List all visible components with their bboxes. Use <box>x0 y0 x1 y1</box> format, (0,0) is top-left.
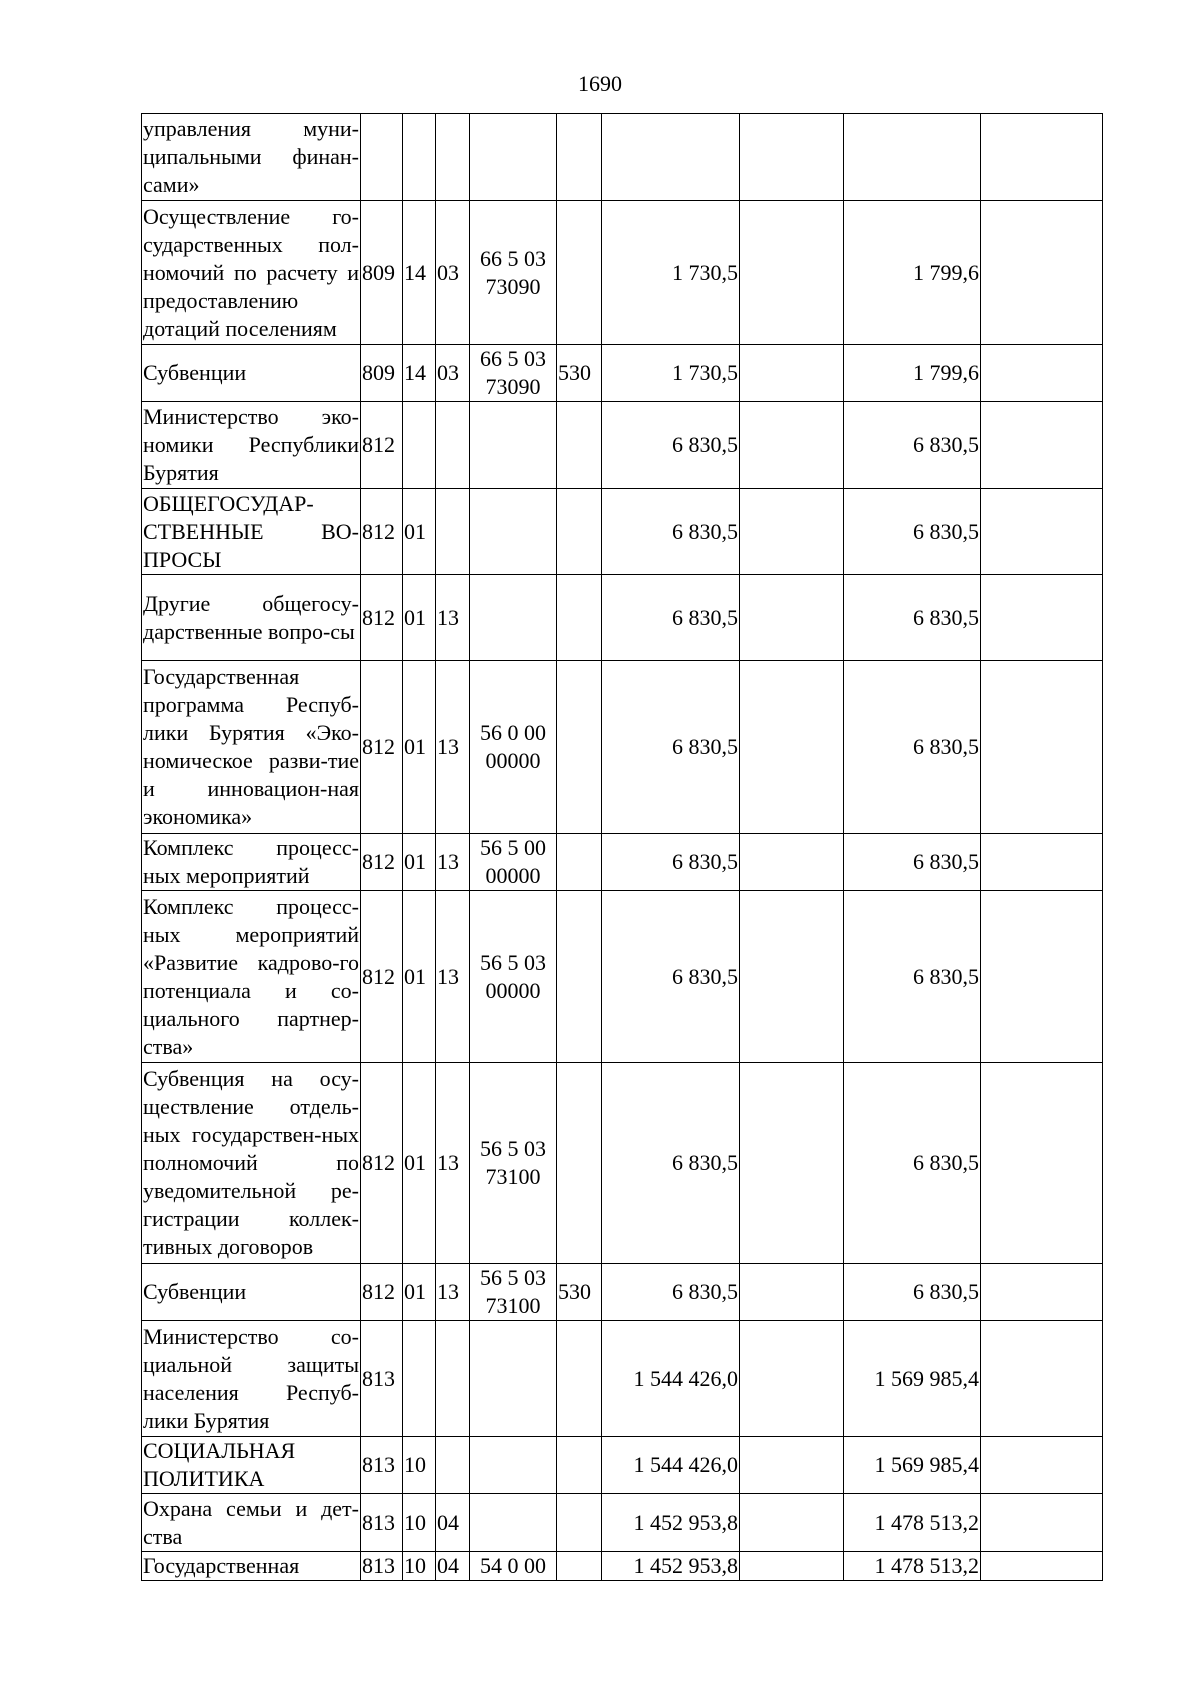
amount-empty-2 <box>981 489 1103 575</box>
section-code: 14 <box>403 345 436 402</box>
row-name: управления муни-ципальными финан-сами» <box>142 114 361 201</box>
subsection-code: 13 <box>436 834 470 891</box>
subsection-code: 13 <box>436 661 470 834</box>
amount-year-2: 6 830,5 <box>844 1264 981 1321</box>
amount-empty-2 <box>981 661 1103 834</box>
section-code: 01 <box>403 891 436 1063</box>
budget-table <box>141 113 1103 1581</box>
grbs-code: 813 <box>361 1494 403 1552</box>
expense-type-code <box>557 402 602 489</box>
subsection-code <box>436 402 470 489</box>
amount-year-1: 6 830,5 <box>602 402 740 489</box>
row-name: Охрана семьи и дет-ства <box>142 1494 361 1552</box>
amount-year-2: 6 830,5 <box>844 1063 981 1264</box>
amount-year-1: 1 730,5 <box>602 345 740 402</box>
section-code: 10 <box>403 1437 436 1494</box>
amount-year-2: 1 569 985,4 <box>844 1321 981 1437</box>
amount-empty-1 <box>740 1494 844 1552</box>
subsection-code <box>436 1321 470 1437</box>
amount-empty-1 <box>740 489 844 575</box>
target-article-code: 66 5 03 73090 <box>470 201 557 345</box>
table-row <box>142 201 1103 345</box>
amount-year-1: 1 452 953,8 <box>602 1552 740 1581</box>
table-row <box>142 1437 1103 1494</box>
target-article-code: 56 5 03 73100 <box>470 1264 557 1321</box>
grbs-code: 812 <box>361 575 403 661</box>
expense-type-code: 530 <box>557 1264 602 1321</box>
amount-empty-2 <box>981 1063 1103 1264</box>
amount-empty-2 <box>981 201 1103 345</box>
grbs-code: 809 <box>361 201 403 345</box>
expense-type-code <box>557 489 602 575</box>
expense-type-code <box>557 1437 602 1494</box>
row-name: Комплекс процесс-ных мероприятий «Развитие кадрово-го потенциала и со-циального партнер-ства» <box>142 891 361 1063</box>
amount-year-1: 6 830,5 <box>602 1264 740 1321</box>
amount-empty-1 <box>740 834 844 891</box>
amount-year-2 <box>844 114 981 201</box>
amount-year-2: 6 830,5 <box>844 834 981 891</box>
grbs-code <box>361 114 403 201</box>
row-name: Субвенция на осу-ществление отдель-ных государствен-ных полномочий по уведомительной ре-гистрации коллек-тивных договоров <box>142 1063 361 1264</box>
section-code <box>403 402 436 489</box>
table-row <box>142 1264 1103 1321</box>
section-code: 01 <box>403 1063 436 1264</box>
row-name: Министерство со-циальной защиты населения Респуб-лики Бурятия <box>142 1321 361 1437</box>
table-row <box>142 1552 1103 1581</box>
subsection-code: 13 <box>436 575 470 661</box>
target-article-code <box>470 402 557 489</box>
section-code: 01 <box>403 489 436 575</box>
table-row <box>142 575 1103 661</box>
subsection-code <box>436 114 470 201</box>
amount-year-1: 6 830,5 <box>602 891 740 1063</box>
grbs-code: 812 <box>361 891 403 1063</box>
table-row <box>142 1063 1103 1264</box>
subsection-code: 13 <box>436 1264 470 1321</box>
amount-empty-2 <box>981 1437 1103 1494</box>
amount-year-2: 6 830,5 <box>844 402 981 489</box>
row-name: Государственная программа Респуб-лики Бурятия «Эко-номическое разви-тие и инновацион-ная экономика» <box>142 661 361 834</box>
table-row <box>142 1494 1103 1552</box>
table-row <box>142 402 1103 489</box>
row-name: Осуществление го-сударственных пол-номочий по расчету и предоставлению дотаций поселениям <box>142 201 361 345</box>
amount-year-2: 1 799,6 <box>844 345 981 402</box>
expense-type-code <box>557 834 602 891</box>
expense-type-code <box>557 1063 602 1264</box>
amount-year-1: 1 544 426,0 <box>602 1437 740 1494</box>
target-article-code: 66 5 03 73090 <box>470 345 557 402</box>
amount-empty-1 <box>740 201 844 345</box>
section-code: 01 <box>403 575 436 661</box>
amount-year-1: 6 830,5 <box>602 834 740 891</box>
subsection-code: 04 <box>436 1494 470 1552</box>
amount-empty-1 <box>740 1321 844 1437</box>
section-code <box>403 1321 436 1437</box>
target-article-code: 56 5 03 00000 <box>470 891 557 1063</box>
section-code <box>403 114 436 201</box>
table-row <box>142 114 1103 201</box>
target-article-code <box>470 489 557 575</box>
table-body <box>142 114 1103 1581</box>
amount-year-1: 6 830,5 <box>602 661 740 834</box>
grbs-code: 809 <box>361 345 403 402</box>
target-article-code <box>470 1321 557 1437</box>
section-code: 01 <box>403 661 436 834</box>
row-name: Министерство эко-номики Республики Бурятия <box>142 402 361 489</box>
target-article-code: 56 5 00 00000 <box>470 834 557 891</box>
expense-type-code <box>557 1494 602 1552</box>
amount-empty-1 <box>740 1552 844 1581</box>
subsection-code <box>436 489 470 575</box>
row-name: Субвенции <box>142 345 361 402</box>
amount-empty-2 <box>981 575 1103 661</box>
row-name: Государственная <box>142 1552 361 1581</box>
amount-empty-1 <box>740 891 844 1063</box>
expense-type-code: 530 <box>557 345 602 402</box>
amount-empty-2 <box>981 891 1103 1063</box>
table-row <box>142 661 1103 834</box>
amount-empty-2 <box>981 834 1103 891</box>
expense-type-code <box>557 114 602 201</box>
amount-year-1 <box>602 114 740 201</box>
row-name: СОЦИАЛЬНАЯ ПОЛИТИКА <box>142 1437 361 1494</box>
section-code: 10 <box>403 1552 436 1581</box>
amount-year-1: 6 830,5 <box>602 1063 740 1264</box>
subsection-code: 13 <box>436 891 470 1063</box>
page-number: 1690 <box>578 71 622 96</box>
amount-empty-1 <box>740 402 844 489</box>
section-code: 01 <box>403 1264 436 1321</box>
amount-empty-2 <box>981 1552 1103 1581</box>
amount-empty-1 <box>740 575 844 661</box>
section-code: 01 <box>403 834 436 891</box>
amount-year-2: 6 830,5 <box>844 891 981 1063</box>
amount-year-1: 6 830,5 <box>602 575 740 661</box>
amount-year-1: 1 452 953,8 <box>602 1494 740 1552</box>
amount-year-1: 1 730,5 <box>602 201 740 345</box>
grbs-code: 813 <box>361 1437 403 1494</box>
amount-year-2: 6 830,5 <box>844 489 981 575</box>
target-article-code <box>470 1437 557 1494</box>
amount-year-2: 1 569 985,4 <box>844 1437 981 1494</box>
amount-empty-1 <box>740 1063 844 1264</box>
subsection-code: 13 <box>436 1063 470 1264</box>
grbs-code: 813 <box>361 1321 403 1437</box>
amount-empty-2 <box>981 114 1103 201</box>
row-name: Другие общегосу-дарственные вопро-сы <box>142 575 361 661</box>
target-article-code <box>470 575 557 661</box>
grbs-code: 812 <box>361 402 403 489</box>
subsection-code: 04 <box>436 1552 470 1581</box>
table-row <box>142 345 1103 402</box>
row-name: ОБЩЕГОСУДАР-СТВЕННЫЕ ВО-ПРОСЫ <box>142 489 361 575</box>
expense-type-code <box>557 661 602 834</box>
amount-empty-2 <box>981 402 1103 489</box>
amount-empty-2 <box>981 1321 1103 1437</box>
grbs-code: 812 <box>361 834 403 891</box>
target-article-code <box>470 114 557 201</box>
row-name: Комплекс процесс-ных мероприятий <box>142 834 361 891</box>
amount-year-1: 1 544 426,0 <box>602 1321 740 1437</box>
amount-empty-1 <box>740 345 844 402</box>
expense-type-code <box>557 1552 602 1581</box>
target-article-code: 56 5 03 73100 <box>470 1063 557 1264</box>
grbs-code: 812 <box>361 1063 403 1264</box>
expense-type-code <box>557 1321 602 1437</box>
grbs-code: 812 <box>361 1264 403 1321</box>
amount-year-1: 6 830,5 <box>602 489 740 575</box>
target-article-code: 54 0 00 <box>470 1552 557 1581</box>
amount-year-2: 6 830,5 <box>844 575 981 661</box>
amount-year-2: 1 478 513,2 <box>844 1494 981 1552</box>
expense-type-code <box>557 891 602 1063</box>
grbs-code: 812 <box>361 489 403 575</box>
table-row <box>142 834 1103 891</box>
table-row <box>142 891 1103 1063</box>
table-row <box>142 489 1103 575</box>
amount-year-2: 6 830,5 <box>844 661 981 834</box>
amount-year-2: 1 478 513,2 <box>844 1552 981 1581</box>
subsection-code: 03 <box>436 345 470 402</box>
amount-empty-2 <box>981 345 1103 402</box>
amount-empty-1 <box>740 661 844 834</box>
target-article-code: 56 0 00 00000 <box>470 661 557 834</box>
expense-type-code <box>557 575 602 661</box>
amount-empty-2 <box>981 1494 1103 1552</box>
subsection-code: 03 <box>436 201 470 345</box>
grbs-code: 812 <box>361 661 403 834</box>
row-name: Субвенции <box>142 1264 361 1321</box>
amount-year-2: 1 799,6 <box>844 201 981 345</box>
subsection-code <box>436 1437 470 1494</box>
table-row <box>142 1321 1103 1437</box>
grbs-code: 813 <box>361 1552 403 1581</box>
amount-empty-2 <box>981 1264 1103 1321</box>
amount-empty-1 <box>740 1264 844 1321</box>
target-article-code <box>470 1494 557 1552</box>
section-code: 14 <box>403 201 436 345</box>
amount-empty-1 <box>740 1437 844 1494</box>
section-code: 10 <box>403 1494 436 1552</box>
expense-type-code <box>557 201 602 345</box>
amount-empty-1 <box>740 114 844 201</box>
